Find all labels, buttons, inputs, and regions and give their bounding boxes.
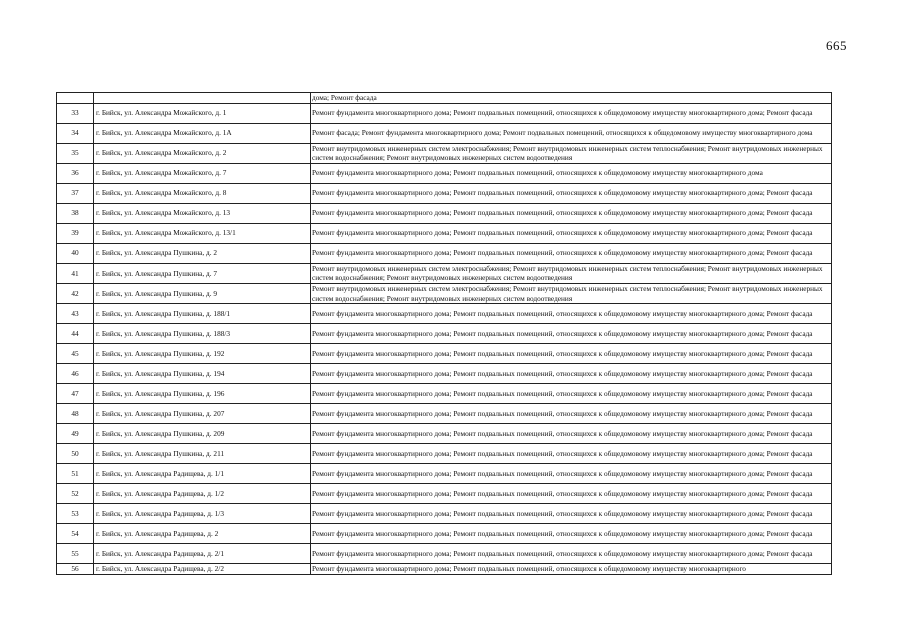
row-works-text: Ремонт внутридомовых инженерных систем электроснабжения; Ремонт внутридомовых инженерных систем теплоснабжения; Ремонт внутридомовых инженерных систем водоснабжения; Ремонт внутридомовых инженерных систем водоотведения — [312, 263, 823, 283]
table-row — [57, 304, 832, 324]
row-number: 41 — [57, 263, 94, 283]
row-address: г. Бийск, ул. Александра Пушкина, д. 188/1 — [94, 304, 311, 324]
row-works — [311, 564, 832, 575]
row-number: 49 — [57, 424, 94, 444]
table-row — [57, 364, 832, 384]
table-row — [57, 384, 832, 404]
table-row — [57, 524, 832, 544]
table-row — [57, 344, 832, 364]
row-address: г. Бийск, ул. Александра Пушкина, д. 192 — [94, 344, 311, 364]
table-row — [57, 324, 832, 344]
row-works-text: Ремонт фундамента многоквартирного дома; Ремонт подвальных помещений, относящихся к общедомовому имуществу многоквартирного дома; Ремонт фасада — [312, 228, 813, 238]
row-address: г. Бийск, ул. Александра Можайского, д. 7 — [94, 163, 311, 183]
row-works — [311, 324, 832, 344]
row-address: г. Бийск, ул. Александра Пушкина, д. 211 — [94, 444, 311, 464]
row-number: 54 — [57, 524, 94, 544]
table-row — [57, 183, 832, 203]
table-row — [57, 263, 832, 283]
table-row — [57, 223, 832, 243]
row-address: г. Бийск, ул. Александра Радищева, д. 2/1 — [94, 544, 311, 564]
row-address: г. Бийск, ул. Александра Можайского, д. 1 — [94, 103, 311, 123]
row-works-text: Ремонт фундамента многоквартирного дома; Ремонт подвальных помещений, относящихся к общедомовому имуществу многоквартирного дома; Ремонт фасада — [312, 108, 813, 118]
row-works — [311, 203, 832, 223]
row-number: 40 — [57, 243, 94, 263]
row-works-text: Ремонт фундамента многоквартирного дома; Ремонт подвальных помещений, относящихся к общедомовому имуществу многоквартирного дома; Ремонт фасада — [312, 348, 813, 358]
row-address: г. Бийск, ул. Александра Можайского, д. 2 — [94, 143, 311, 163]
row-works-text: Ремонт фундамента многоквартирного дома; Ремонт подвальных помещений, относящихся к общедомовому имуществу многоквартирного дома; Ремонт фасада — [312, 408, 813, 418]
row-works — [311, 424, 832, 444]
table-row — [57, 464, 832, 484]
row-works — [311, 524, 832, 544]
row-number: 48 — [57, 404, 94, 424]
table-row — [57, 283, 832, 303]
row-works-text: Ремонт фундамента многоквартирного дома; Ремонт подвальных помещений, относящихся к общедомовому имуществу многоквартирного дома; Ремонт фасада — [312, 508, 813, 518]
page-number: 665 — [826, 38, 847, 53]
row-works-text: Ремонт фундамента многоквартирного дома; Ремонт подвальных помещений, относящихся к общедомовому имуществу многоквартирного дома; Ремонт фасада — [312, 468, 813, 478]
number-cell — [57, 93, 94, 104]
row-number: 39 — [57, 223, 94, 243]
row-works-text: Ремонт фундамента многоквартирного дома; Ремонт подвальных помещений, относящихся к общедомовому имуществу многоквартирного дома; Ремонт фасада — [312, 548, 813, 558]
row-number: 38 — [57, 203, 94, 223]
row-number: 47 — [57, 384, 94, 404]
row-works — [311, 384, 832, 404]
table-row — [57, 203, 832, 223]
row-address: г. Бийск, ул. Александра Радищева, д. 1/3 — [94, 504, 311, 524]
row-works — [311, 464, 832, 484]
table-row — [57, 143, 832, 163]
row-works-text: Ремонт фундамента многоквартирного дома; Ремонт подвальных помещений, относящихся к общедомовому имуществу многоквартирного дома; Ремонт фасада — [312, 488, 813, 498]
row-works — [311, 163, 832, 183]
row-number: 46 — [57, 364, 94, 384]
row-address: г. Бийск, ул. Александра Пушкина, д. 2 — [94, 243, 311, 263]
row-number: 56 — [57, 564, 94, 575]
row-works-text: Ремонт фундамента многоквартирного дома; Ремонт подвальных помещений, относящихся к общедомовому имуществу многоквартирного дома; Ремонт фасада — [312, 528, 813, 538]
row-works-text: Ремонт фундамента многоквартирного дома; Ремонт подвальных помещений, относящихся к общедомовому имуществу многоквартирного дома; Ремонт фасада — [312, 428, 813, 438]
row-number: 53 — [57, 504, 94, 524]
row-works — [311, 344, 832, 364]
row-works — [311, 123, 832, 143]
row-address: г. Бийск, ул. Александра Радищева, д. 1/2 — [94, 484, 311, 504]
row-works-text: Ремонт фундамента многоквартирного дома; Ремонт подвальных помещений, относящихся к общедомовому имуществу многоквартирного дома; Ремонт фасада — [312, 208, 813, 218]
table-row — [57, 103, 832, 123]
row-address: г. Бийск, ул. Александра Пушкина, д. 188/3 — [94, 324, 311, 344]
row-works — [311, 504, 832, 524]
row-address: г. Бийск, ул. Александра Можайского, д. 8 — [94, 183, 311, 203]
table-row — [57, 504, 832, 524]
row-address: г. Бийск, ул. Александра Можайского, д. 13/1 — [94, 223, 311, 243]
works-table-body — [57, 93, 832, 575]
works-table — [56, 92, 832, 575]
row-number: 45 — [57, 344, 94, 364]
row-works-text: Ремонт фундамента многоквартирного дома; Ремонт подвальных помещений, относящихся к общедомовому имуществу многоквартирного дома; Ремонт фасада — [312, 328, 813, 338]
row-number: 34 — [57, 123, 94, 143]
row-number: 52 — [57, 484, 94, 504]
row-number: 50 — [57, 444, 94, 464]
row-works — [311, 283, 832, 303]
row-number: 44 — [57, 324, 94, 344]
row-works — [311, 364, 832, 384]
table-row — [57, 484, 832, 504]
row-works — [311, 484, 832, 504]
row-address: г. Бийск, ул. Александра Пушкина, д. 7 — [94, 263, 311, 283]
row-address: г. Бийск, ул. Александра Пушкина, д. 196 — [94, 384, 311, 404]
row-address: г. Бийск, ул. Александра Пушкина, д. 207 — [94, 404, 311, 424]
row-address: г. Бийск, ул. Александра Пушкина, д. 194 — [94, 364, 311, 384]
row-works-text: Ремонт фундамента многоквартирного дома; Ремонт подвальных помещений, относящихся к общедомовому имуществу многоквартирного дома; Ремонт фасада — [312, 308, 813, 318]
row-address: г. Бийск, ул. Александра Радищева, д. 2/2 — [94, 564, 311, 575]
row-works — [311, 243, 832, 263]
row-number: 51 — [57, 464, 94, 484]
row-works-text: Ремонт фундамента многоквартирного дома; Ремонт подвальных помещений, относящихся к общедомовому имуществу многоквартирного дома; Ремонт фасада — [312, 448, 813, 458]
row-works — [311, 143, 832, 163]
row-works — [311, 183, 832, 203]
row-works — [311, 103, 832, 123]
row-number: 36 — [57, 163, 94, 183]
row-number: 42 — [57, 283, 94, 303]
address-cell — [94, 93, 311, 104]
row-works — [311, 544, 832, 564]
row-works-text: Ремонт фундамента многоквартирного дома; Ремонт подвальных помещений, относящихся к общедомовому имуществу многоквартирного дома; Ремонт фасада — [312, 368, 813, 378]
row-works-text: Ремонт фундамента многоквартирного дома; Ремонт подвальных помещений, относящихся к общедомовому имуществу многоквартирного дома; Ремонт фасада — [312, 188, 813, 198]
table-row — [57, 163, 832, 183]
row-works — [311, 444, 832, 464]
table-row — [57, 404, 832, 424]
row-works-text: Ремонт фасада; Ремонт фундамента многоквартирного дома; Ремонт подвальных помещений, относящихся к общедомовому имуществу многоквартирного дома — [312, 128, 813, 138]
works-cell: дома; Ремонт фасада — [311, 93, 832, 104]
row-works — [311, 263, 832, 283]
row-works — [311, 304, 832, 324]
row-works-text: Ремонт внутридомовых инженерных систем электроснабжения; Ремонт внутридомовых инженерных систем теплоснабжения; Ремонт внутридомовых инженерных систем водоснабжения; Ремонт внутридомовых инженерных систем водоотведения — [312, 283, 823, 303]
table-row — [57, 243, 832, 263]
row-address: г. Бийск, ул. Александра Пушкина, д. 9 — [94, 283, 311, 303]
row-address: г. Бийск, ул. Александра Пушкина, д. 209 — [94, 424, 311, 444]
table-row — [57, 123, 832, 143]
row-address: г. Бийск, ул. Александра Радищева, д. 2 — [94, 524, 311, 544]
row-address: г. Бийск, ул. Александра Можайского, д. 1А — [94, 123, 311, 143]
row-works — [311, 223, 832, 243]
table-row — [57, 424, 832, 444]
row-number: 55 — [57, 544, 94, 564]
row-number: 33 — [57, 103, 94, 123]
row-number: 37 — [57, 183, 94, 203]
table-row — [57, 564, 832, 575]
row-number: 35 — [57, 143, 94, 163]
row-number: 43 — [57, 304, 94, 324]
table-row — [57, 444, 832, 464]
row-works-text: Ремонт фундамента многоквартирного дома; Ремонт подвальных помещений, относящихся к общедомовому имуществу многоквартирного дома — [312, 168, 763, 178]
row-works-text: Ремонт фундамента многоквартирного дома; Ремонт подвальных помещений, относящихся к общедомовому имуществу многоквартирного дома; Ремонт фасада — [312, 248, 813, 258]
row-address: г. Бийск, ул. Александра Радищева, д. 1/1 — [94, 464, 311, 484]
row-works-text: Ремонт внутридомовых инженерных систем электроснабжения; Ремонт внутридомовых инженерных систем теплоснабжения; Ремонт внутридомовых инженерных систем водоснабжения; Ремонт внутридомовых инженерных систем водоотведения — [312, 143, 823, 163]
row-works-text: Ремонт фундамента многоквартирного дома; Ремонт подвальных помещений, относящихся к общедомовому имуществу многоквартирного дома; Ремонт фасада — [312, 388, 813, 398]
row-works-text: Ремонт фундамента многоквартирного дома; Ремонт подвальных помещений, относящихся к общедомовому имуществу многоквартирного — [312, 564, 746, 574]
row-address: г. Бийск, ул. Александра Можайского, д. 13 — [94, 203, 311, 223]
continuation-row — [57, 93, 832, 104]
row-works — [311, 404, 832, 424]
table-row — [57, 544, 832, 564]
